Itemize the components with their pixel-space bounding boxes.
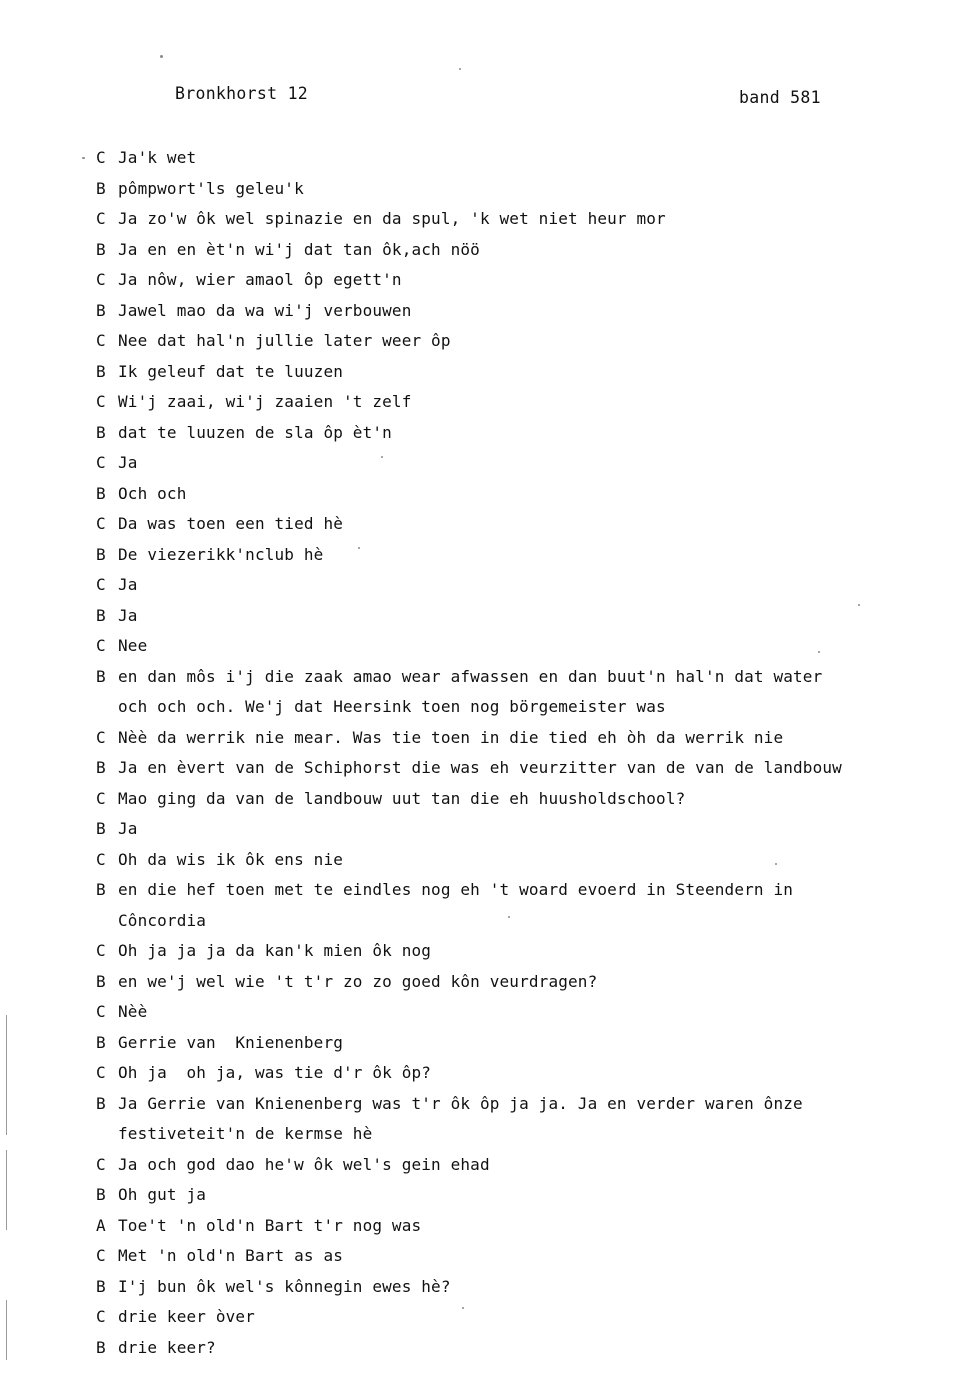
speaker-label: B <box>96 239 106 259</box>
dialogue-line <box>96 784 926 815</box>
dialogue-turn <box>96 540 926 571</box>
dialogue-line <box>96 845 926 876</box>
dialogue-line <box>96 540 926 571</box>
dialogue-turn <box>96 1333 926 1364</box>
dialogue-turn <box>96 1058 926 1089</box>
dialogue-line <box>96 1150 926 1181</box>
utterance-text: Ik geleuf dat te luuzen <box>118 361 344 381</box>
scan-margin-line <box>6 1015 7 1135</box>
transcript-body <box>96 143 926 1363</box>
dialogue-line <box>96 753 926 784</box>
dialogue-turn <box>96 265 926 296</box>
dialogue-turn <box>96 235 926 266</box>
utterance-text: Jawel mao da wa wi'j verbouwen <box>118 300 412 320</box>
utterance-text: Côncordia <box>118 910 207 930</box>
speaker-label: C <box>96 148 106 167</box>
scan-speck <box>459 68 461 70</box>
dialogue-turn <box>96 1241 926 1272</box>
utterance-text: Met 'n old'n Bart as as <box>118 1246 344 1265</box>
dialogue-turn <box>96 1180 926 1211</box>
utterance-text: Oh ja ja ja da kan'k mien ôk nog <box>118 941 432 960</box>
utterance-text: Ja Gerrie van Knienenberg was t'r ôk ôp ja ja. Ja en verder waren ônze <box>118 1093 803 1113</box>
utterance-text: De viezerikk'nclub hè <box>118 544 324 564</box>
dialogue-turn <box>96 143 926 174</box>
dialogue-line <box>96 1180 926 1211</box>
speaker-label: B <box>96 1276 106 1296</box>
dialogue-turn <box>96 845 926 876</box>
utterance-text: Ja en en èt'n wi'j dat tan ôk,ach nöö <box>118 239 480 259</box>
speaker-label: C <box>96 514 106 533</box>
speaker-label: B <box>96 300 106 320</box>
dialogue-line <box>96 479 926 510</box>
utterance-text: en dan môs i'j die zaak amao wear afwassen en dan buut'n hal'n dat water <box>118 666 823 686</box>
dialogue-line <box>96 1028 926 1059</box>
dialogue-turn <box>96 997 926 1028</box>
utterance-text: Ja en èvert van de Schiphorst die was eh veurzitter van de van de landbouw <box>118 758 842 777</box>
dialogue-turn <box>96 601 926 632</box>
utterance-text: dat te luuzen de sla ôp èt'n <box>118 422 392 442</box>
dialogue-turn <box>96 967 926 998</box>
speaker-label: C <box>96 1002 106 1021</box>
scan-speck <box>381 456 383 458</box>
tape-number: band 581 <box>739 88 821 107</box>
utterance-text: pômpwort'ls geleu'k <box>118 178 304 198</box>
dialogue-line <box>96 1333 926 1364</box>
dialogue-turn <box>96 631 926 662</box>
dialogue-line <box>96 143 926 174</box>
speaker-label: C <box>96 1063 106 1082</box>
dialogue-line <box>96 387 926 418</box>
utterance-text: Oh gut ja <box>118 1185 207 1204</box>
dialogue-line <box>96 662 926 693</box>
dialogue-turn <box>96 1302 926 1333</box>
utterance-text: Ja och god dao he'w ôk wel's gein ehad <box>118 1154 490 1174</box>
utterance-text: Toe't 'n old'n Bart t'r nog was <box>118 1215 422 1235</box>
speaker-label: C <box>96 941 106 960</box>
speaker-label: C <box>96 1307 106 1326</box>
dialogue-line <box>96 265 926 296</box>
scan-speck <box>818 651 820 653</box>
dialogue-line <box>96 509 926 540</box>
scan-speck <box>160 55 163 58</box>
dialogue-line <box>96 326 926 357</box>
document-title: Bronkhorst 12 <box>175 84 309 103</box>
scan-speck <box>775 863 777 865</box>
dialogue-line <box>96 1272 926 1303</box>
dialogue-turn <box>96 509 926 540</box>
speaker-label: B <box>96 361 106 381</box>
speaker-label: B <box>96 1093 106 1113</box>
dialogue-line <box>96 1058 926 1089</box>
speaker-label: B <box>96 1337 106 1357</box>
speaker-label: B <box>96 544 106 564</box>
utterance-text: festiveteit'n de kermse hè <box>118 1124 373 1143</box>
utterance-text: Ja <box>118 819 138 838</box>
speaker-label: B <box>96 178 106 198</box>
utterance-text: och och och. We'j dat Heersink toen nog börgemeister was <box>118 697 666 716</box>
scan-margin-line <box>6 1150 7 1230</box>
dialogue-line <box>96 601 926 632</box>
speaker-label: B <box>96 880 106 899</box>
speaker-label: A <box>96 1215 106 1235</box>
dialogue-turn <box>96 723 926 754</box>
dialogue-line <box>96 692 926 723</box>
dialogue-line <box>96 1302 926 1333</box>
dialogue-line <box>96 204 926 235</box>
utterance-text: Nee <box>118 636 148 655</box>
dialogue-line <box>96 448 926 479</box>
dialogue-turn <box>96 448 926 479</box>
utterance-text: Oh da wis ik ôk ens nie <box>118 849 344 869</box>
utterance-text: Ja nôw, wier amaol ôp egett'n <box>118 270 402 289</box>
speaker-label: B <box>96 605 106 625</box>
dialogue-line <box>96 418 926 449</box>
dialogue-turn <box>96 204 926 235</box>
dialogue-turn <box>96 662 926 723</box>
utterance-text: Nee dat hal'n jullie later weer ôp <box>118 331 451 350</box>
utterance-text: Ja <box>118 453 138 472</box>
dialogue-line <box>96 1119 926 1150</box>
speaker-label: C <box>96 788 106 808</box>
dialogue-line <box>96 357 926 388</box>
dialogue-line <box>96 814 926 845</box>
speaker-label: B <box>96 971 106 991</box>
dialogue-turn <box>96 479 926 510</box>
dialogue-line <box>96 936 926 967</box>
dialogue-line <box>96 1241 926 1272</box>
utterance-text: Da was toen een tied hè <box>118 514 344 533</box>
dialogue-line <box>96 723 926 754</box>
dialogue-turn <box>96 936 926 967</box>
scan-speck <box>358 547 360 549</box>
dialogue-line <box>96 235 926 266</box>
dialogue-turn <box>96 418 926 449</box>
utterance-text: drie keer òver <box>118 1307 255 1326</box>
speaker-label: B <box>96 1185 106 1204</box>
speaker-label: C <box>96 849 106 869</box>
speaker-label: B <box>96 666 106 686</box>
dialogue-line <box>96 967 926 998</box>
utterance-text: Och och <box>118 483 187 503</box>
speaker-label: B <box>96 1032 106 1052</box>
utterance-text: Mao ging da van de landbouw uut tan die eh huusholdschool? <box>118 788 686 808</box>
speaker-label: C <box>96 392 106 411</box>
dialogue-turn <box>96 296 926 327</box>
dialogue-line <box>96 875 926 906</box>
utterance-text: Ja zo'w ôk wel spinazie en da spul, 'k wet niet heur mor <box>118 209 666 228</box>
utterance-text: Wi'j zaai, wi'j zaaien 't zelf <box>118 392 412 411</box>
dialogue-line <box>96 906 926 937</box>
utterance-text: I'j bun ôk wel's kônnegin ewes hè? <box>118 1276 451 1296</box>
dialogue-line <box>96 570 926 601</box>
dialogue-turn <box>96 570 926 601</box>
dialogue-line <box>96 296 926 327</box>
dialogue-turn <box>96 174 926 205</box>
dialogue-line <box>96 631 926 662</box>
dialogue-line <box>96 1211 926 1242</box>
dialogue-turn <box>96 1089 926 1150</box>
dialogue-turn <box>96 1272 926 1303</box>
scan-speck <box>508 916 510 918</box>
speaker-label: C <box>96 270 106 289</box>
speaker-label: C <box>96 1154 106 1174</box>
utterance-text: en we'j wel wie 't t'r zo zo goed kôn veurdragen? <box>118 971 598 991</box>
dialogue-turn <box>96 753 926 784</box>
utterance-text: Ja <box>118 605 138 625</box>
speaker-label: C <box>96 331 106 350</box>
dialogue-turn <box>96 1211 926 1242</box>
utterance-text: Ja <box>118 575 138 594</box>
speaker-label: C <box>96 209 106 228</box>
dialogue-turn <box>96 1028 926 1059</box>
dialogue-turn <box>96 1150 926 1181</box>
dialogue-turn <box>96 875 926 936</box>
utterance-text: Nèè <box>118 1002 148 1021</box>
speaker-label: C <box>96 636 106 655</box>
speaker-label: C <box>96 453 106 472</box>
utterance-text: drie keer? <box>118 1337 216 1357</box>
dialogue-turn <box>96 784 926 815</box>
utterance-text: Ja'k wet <box>118 148 197 167</box>
dialogue-turn <box>96 326 926 357</box>
dialogue-line <box>96 1089 926 1120</box>
scan-margin-line <box>6 1300 7 1360</box>
speaker-label: C <box>96 575 106 594</box>
dialogue-line <box>96 997 926 1028</box>
utterance-text: Nèè da werrik nie mear. Was tie toen in die tied eh òh da werrik nie <box>118 727 784 747</box>
speaker-label: C <box>96 727 106 747</box>
dialogue-turn <box>96 814 926 845</box>
scan-speck <box>82 157 85 159</box>
speaker-label: C <box>96 1246 106 1265</box>
utterance-text: Oh ja oh ja, was tie d'r ôk ôp? <box>118 1063 432 1082</box>
speaker-label: B <box>96 819 106 838</box>
speaker-label: B <box>96 483 106 503</box>
scan-speck <box>858 604 860 606</box>
dialogue-turn <box>96 387 926 418</box>
speaker-label: B <box>96 422 106 442</box>
scan-speck <box>462 1307 464 1309</box>
dialogue-turn <box>96 357 926 388</box>
utterance-text: en die hef toen met te eindles nog eh 't woard evoerd in Steendern in <box>118 880 794 899</box>
dialogue-line <box>96 174 926 205</box>
utterance-text: Gerrie van Knienenberg <box>118 1032 344 1052</box>
speaker-label: B <box>96 758 106 777</box>
